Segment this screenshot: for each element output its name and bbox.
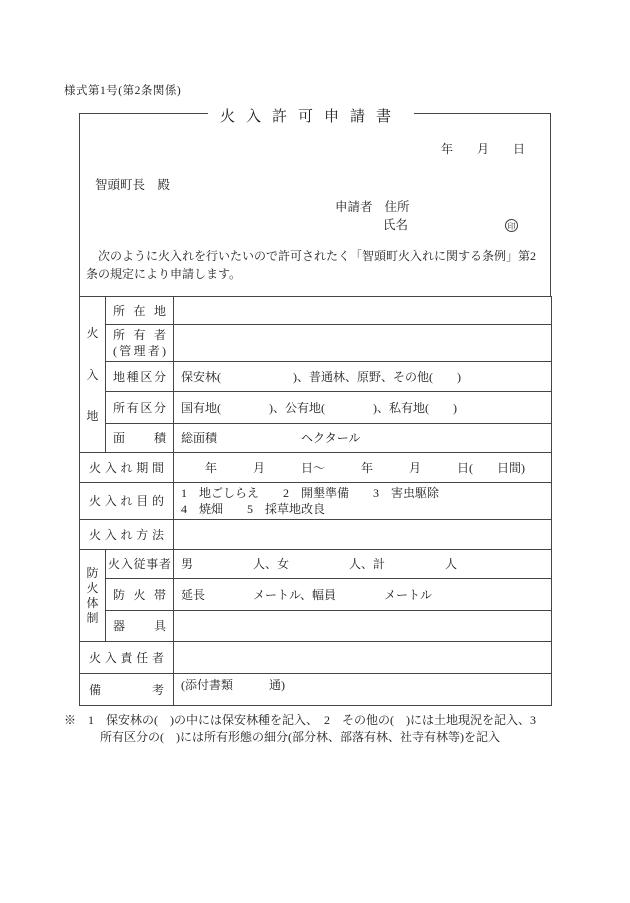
- applicant-address-row: [335, 199, 555, 217]
- row-ownership: [80, 392, 552, 424]
- application-table: [79, 296, 552, 706]
- land-type-label-cell: 地 種 区 分: [106, 362, 174, 392]
- declaration-text: [86, 247, 536, 283]
- ownership-label-cell: 所 有 区 分: [106, 392, 174, 424]
- row-responsible: [80, 642, 552, 674]
- ownership-value-cell: 国有地( )、公有地( )、私有地( ): [174, 392, 552, 424]
- firebreak-value-cell: 延長 メートル、幅員 メートル: [174, 579, 552, 611]
- site-group-cell: [80, 297, 106, 453]
- row-firebreak: [80, 579, 552, 611]
- purpose-label-cell: 火 入 れ 目 的: [80, 483, 174, 520]
- purpose-value-cell: [174, 483, 552, 520]
- area-value-cell: 総面積 ヘクタール: [174, 424, 552, 453]
- period-value-cell: 年 月 日～ 年 月 日( 日間): [174, 453, 552, 483]
- row-remarks: [80, 674, 552, 706]
- owner-value-cell: [174, 325, 552, 362]
- location-value-cell: [174, 297, 552, 325]
- applicant-name-row: [335, 217, 555, 235]
- workers-value-cell: 男 人、女 人、計 人: [174, 550, 552, 579]
- period-label-cell: 火 入 れ 期 間: [80, 453, 174, 483]
- site-group-label: 火 入 地: [86, 325, 99, 424]
- row-workers: [80, 550, 552, 579]
- applicant-label: 申請者: [335, 200, 373, 214]
- footnote-line-2: 所有区分の( )には所有形態の細分(部分林、部落有林、社寺有林等)を記入: [100, 730, 500, 744]
- method-label-cell: 火 入 れ 方 法: [80, 520, 174, 550]
- row-owner: [80, 325, 552, 362]
- row-method: [80, 520, 552, 550]
- location-label-cell: 所 在 地: [106, 297, 174, 325]
- land-type-value-cell: 保安林( )、普通林、原野、その他( ): [174, 362, 552, 392]
- equipment-value-cell: [174, 611, 552, 642]
- prevention-group-cell: [80, 550, 106, 642]
- equipment-label-cell: 器 具: [106, 611, 174, 642]
- responsible-label-cell: 火 入 責 任 者: [80, 642, 174, 674]
- remarks-value-cell: (添付書類 通): [174, 674, 552, 706]
- document-title: 火入許可申請書: [208, 105, 414, 126]
- owner-label-cell: 所 有 者 ( 管 理 者 ): [106, 325, 174, 362]
- purpose-options-line-2: 4 焼畑 5 採草地改良: [181, 502, 326, 516]
- row-equipment: [80, 611, 552, 642]
- form-number: 様式第1号(第2条関係): [64, 85, 182, 97]
- prevention-group-label: 防 火 体 制: [86, 566, 99, 625]
- seal-icon: 印: [505, 219, 518, 232]
- footnote-line-1: ※ 1 保安林の( )の中には保安林種を記入、 2 その他の( )には土地現況を記入、3: [64, 713, 536, 727]
- area-label-cell: 面 積: [106, 424, 174, 453]
- applicant-address-label: 住所: [384, 200, 410, 214]
- firebreak-label-cell: 防 火 帯: [106, 579, 174, 611]
- applicant-block: [335, 199, 555, 234]
- row-period: [80, 453, 552, 483]
- workers-label-cell: 火 入 従 事 者: [106, 550, 174, 579]
- applicant-name-label: 氏名: [383, 217, 409, 232]
- responsible-value-cell: [174, 642, 552, 674]
- row-purpose: [80, 483, 552, 520]
- method-value-cell: [174, 520, 552, 550]
- row-land-type: [80, 362, 552, 392]
- row-area: [80, 424, 552, 453]
- declaration-line-2: 条の規定により申請します。: [86, 267, 242, 281]
- row-location: [80, 297, 552, 325]
- addressee-line: 智頭町長 殿: [95, 178, 171, 192]
- date-field: 年 月 日: [441, 142, 526, 156]
- purpose-options-line-1: 1 地ごしらえ 2 開墾準備 3 害虫駆除: [181, 486, 440, 500]
- remarks-label-cell: 備 考: [80, 674, 174, 706]
- declaration-line-1: 次のように火入れを行いたいので許可されたく「智頭町火入れに関する条例」第2: [86, 249, 537, 263]
- footnote: [64, 712, 536, 746]
